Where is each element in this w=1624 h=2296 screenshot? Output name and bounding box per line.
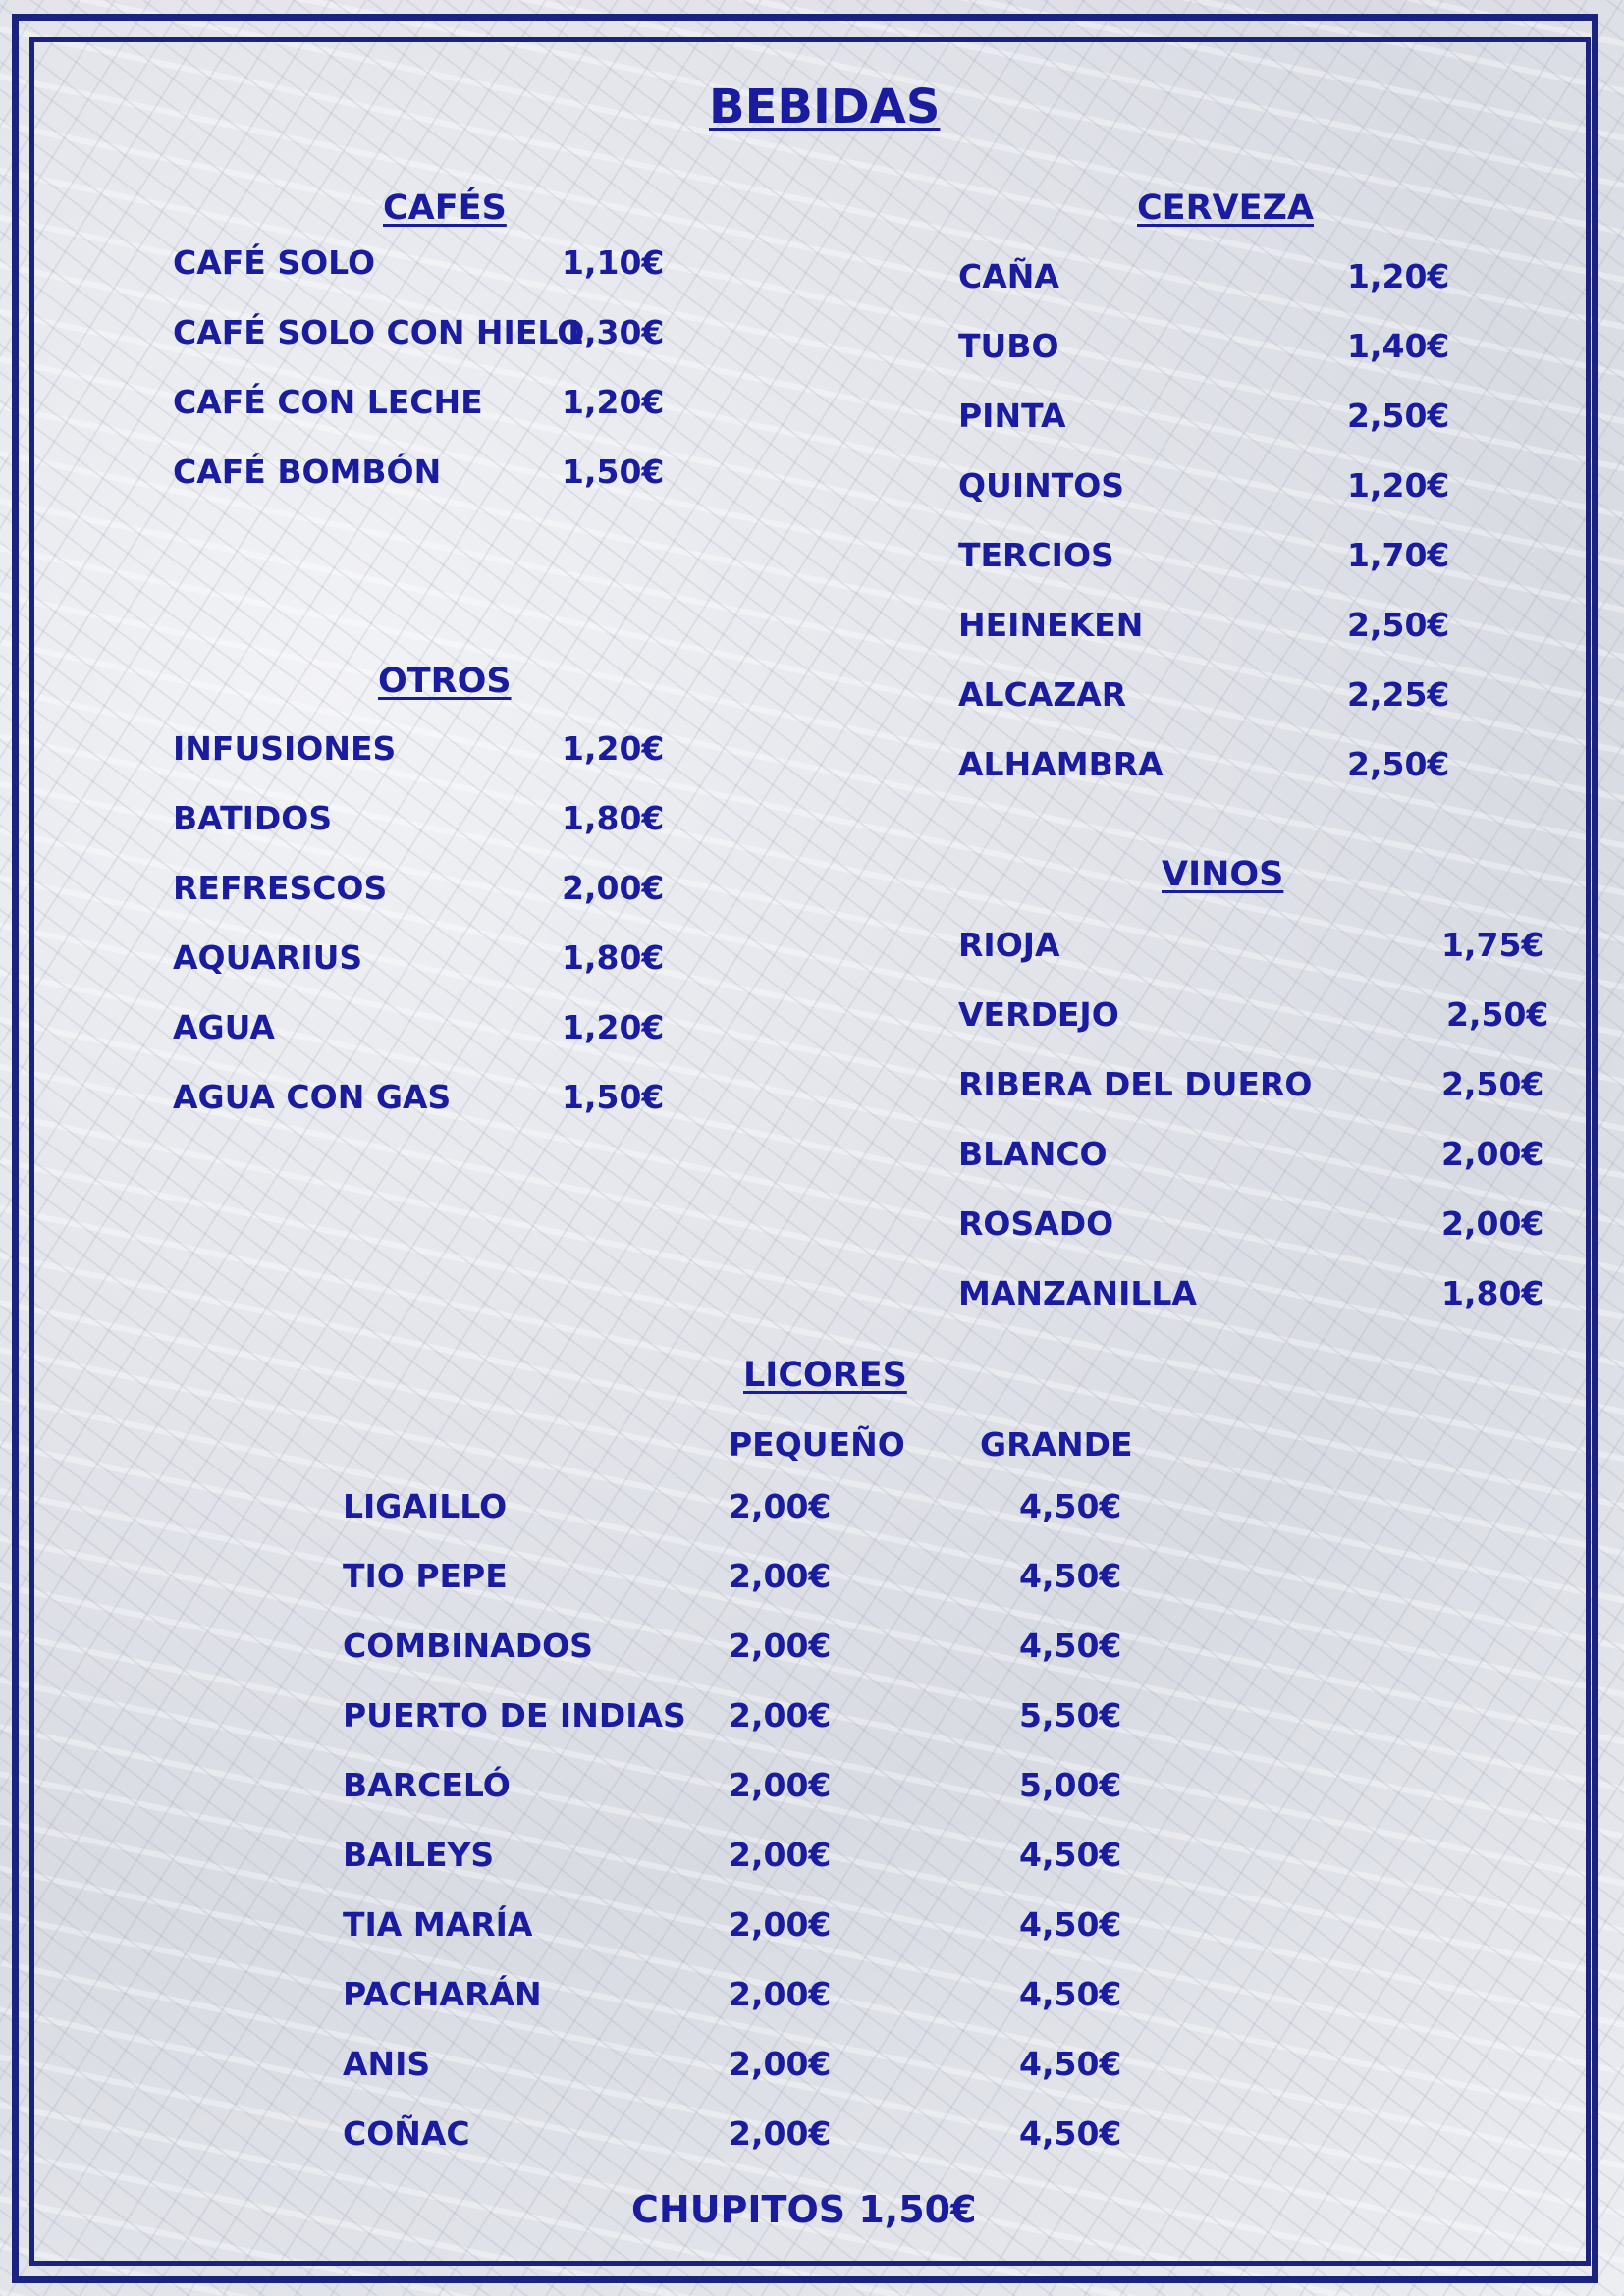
vinos-item-price: 2,00€ [1441, 1135, 1544, 1173]
cerveza-item-name: HEINEKEN [958, 606, 1144, 644]
licores-item-small: 2,00€ [729, 1487, 832, 1525]
otros-item-name: AGUA [173, 1008, 275, 1046]
cerveza-item-name: CAÑA [958, 257, 1059, 295]
licores-item-name: PUERTO DE INDIAS [343, 1696, 686, 1735]
vinos-item-price: 1,80€ [1441, 1274, 1544, 1312]
otros-item-name: INFUSIONES [173, 729, 397, 768]
otros-item-name: AGUA CON GAS [173, 1078, 452, 1116]
vinos-item-name: VERDEJO [958, 995, 1119, 1034]
cerveza-item-name: TERCIOS [958, 536, 1114, 574]
vinos-item-name: RIBERA DEL DUERO [958, 1065, 1313, 1103]
licores-item-name: COMBINADOS [343, 1627, 593, 1665]
licores-item-name: TIO PEPE [343, 1557, 508, 1595]
licores-item-large: 4,50€ [1019, 1487, 1122, 1525]
licores-item-large: 4,50€ [1019, 1627, 1122, 1665]
otros-item-name: AQUARIUS [173, 938, 363, 977]
licores-item-small: 2,00€ [729, 2045, 832, 2083]
licores-item-small: 2,00€ [729, 1557, 832, 1595]
cerveza-item-price: 2,50€ [1347, 745, 1450, 783]
licores-col-small: PEQUEÑO [729, 1425, 905, 1464]
licores-item-name: BARCELÓ [343, 1766, 511, 1804]
licores-item-name: ANIS [343, 2045, 431, 2083]
cafes-item-price: 1,30€ [562, 313, 665, 351]
cerveza-item-price: 2,25€ [1347, 675, 1450, 714]
vinos-item-price: 1,75€ [1441, 926, 1544, 964]
cerveza-item-name: TUBO [958, 327, 1059, 365]
otros-item-price: 1,80€ [562, 799, 665, 837]
otros-item-price: 1,20€ [562, 1008, 665, 1046]
licores-item-large: 5,00€ [1019, 1766, 1122, 1804]
cafes-item-name: CAFÉ CON LECHE [173, 383, 483, 421]
licores-item-small: 2,00€ [729, 1836, 832, 1874]
vinos-item-name: MANZANILLA [958, 1274, 1197, 1312]
cafes-item-price: 1,20€ [562, 383, 665, 421]
vinos-item-price: 2,00€ [1441, 1204, 1544, 1243]
otros-item-price: 1,80€ [562, 938, 665, 977]
cafes-item-name: CAFÉ SOLO CON HIELO [173, 313, 585, 351]
otros-item-price: 2,00€ [562, 869, 665, 907]
cerveza-item-price: 1,40€ [1347, 327, 1450, 365]
licores-item-large: 4,50€ [1019, 1975, 1122, 2013]
otros-heading: OTROS [378, 662, 512, 701]
vinos-item-price: 2,50€ [1441, 1065, 1544, 1103]
cerveza-item-price: 2,50€ [1347, 397, 1450, 435]
page-title: BEBIDAS [709, 80, 941, 134]
cafes-heading: CAFÉS [383, 188, 507, 228]
cerveza-item-name: ALHAMBRA [958, 745, 1164, 783]
licores-item-small: 2,00€ [729, 1696, 832, 1735]
cerveza-item-price: 1,20€ [1347, 466, 1450, 505]
licores-item-small: 2,00€ [729, 1975, 832, 2013]
licores-item-large: 5,50€ [1019, 1696, 1122, 1735]
licores-item-large: 4,50€ [1019, 1836, 1122, 1874]
licores-item-large: 4,50€ [1019, 1905, 1122, 1944]
cerveza-item-name: QUINTOS [958, 466, 1125, 505]
licores-item-name: TIA MARÍA [343, 1905, 533, 1944]
otros-item-price: 1,50€ [562, 1078, 665, 1116]
vinos-item-name: BLANCO [958, 1135, 1108, 1173]
otros-item-name: BATIDOS [173, 799, 333, 837]
cafes-item-price: 1,10€ [562, 243, 665, 282]
cerveza-heading: CERVEZA [1137, 188, 1315, 228]
otros-item-price: 1,20€ [562, 729, 665, 768]
cafes-item-name: CAFÉ SOLO [173, 243, 376, 282]
licores-item-large: 4,50€ [1019, 2114, 1122, 2153]
cerveza-item-price: 2,50€ [1347, 606, 1450, 644]
otros-item-name: REFRESCOS [173, 869, 388, 907]
licores-item-name: PACHARÁN [343, 1975, 542, 2013]
licores-item-name: COÑAC [343, 2114, 470, 2153]
licores-col-large: GRANDE [980, 1425, 1133, 1464]
cerveza-item-price: 1,20€ [1347, 257, 1450, 295]
cafes-item-name: CAFÉ BOMBÓN [173, 453, 442, 491]
cafes-item-price: 1,50€ [562, 453, 665, 491]
licores-item-large: 4,50€ [1019, 1557, 1122, 1595]
licores-item-name: LIGAILLO [343, 1487, 508, 1525]
licores-heading: LICORES [743, 1356, 907, 1395]
vinos-heading: VINOS [1162, 855, 1284, 894]
vinos-item-price: 2,50€ [1446, 995, 1549, 1034]
licores-item-name: BAILEYS [343, 1836, 495, 1874]
licores-item-small: 2,00€ [729, 1766, 832, 1804]
licores-item-small: 2,00€ [729, 1627, 832, 1665]
cerveza-item-price: 1,70€ [1347, 536, 1450, 574]
vinos-item-name: ROSADO [958, 1204, 1114, 1243]
licores-item-small: 2,00€ [729, 2114, 832, 2153]
vinos-item-name: RIOJA [958, 926, 1060, 964]
cerveza-item-name: ALCAZAR [958, 675, 1127, 714]
licores-item-large: 4,50€ [1019, 2045, 1122, 2083]
chupitos-line: CHUPITOS 1,50€ [631, 2188, 977, 2231]
licores-item-small: 2,00€ [729, 1905, 832, 1944]
cerveza-item-name: PINTA [958, 397, 1066, 435]
